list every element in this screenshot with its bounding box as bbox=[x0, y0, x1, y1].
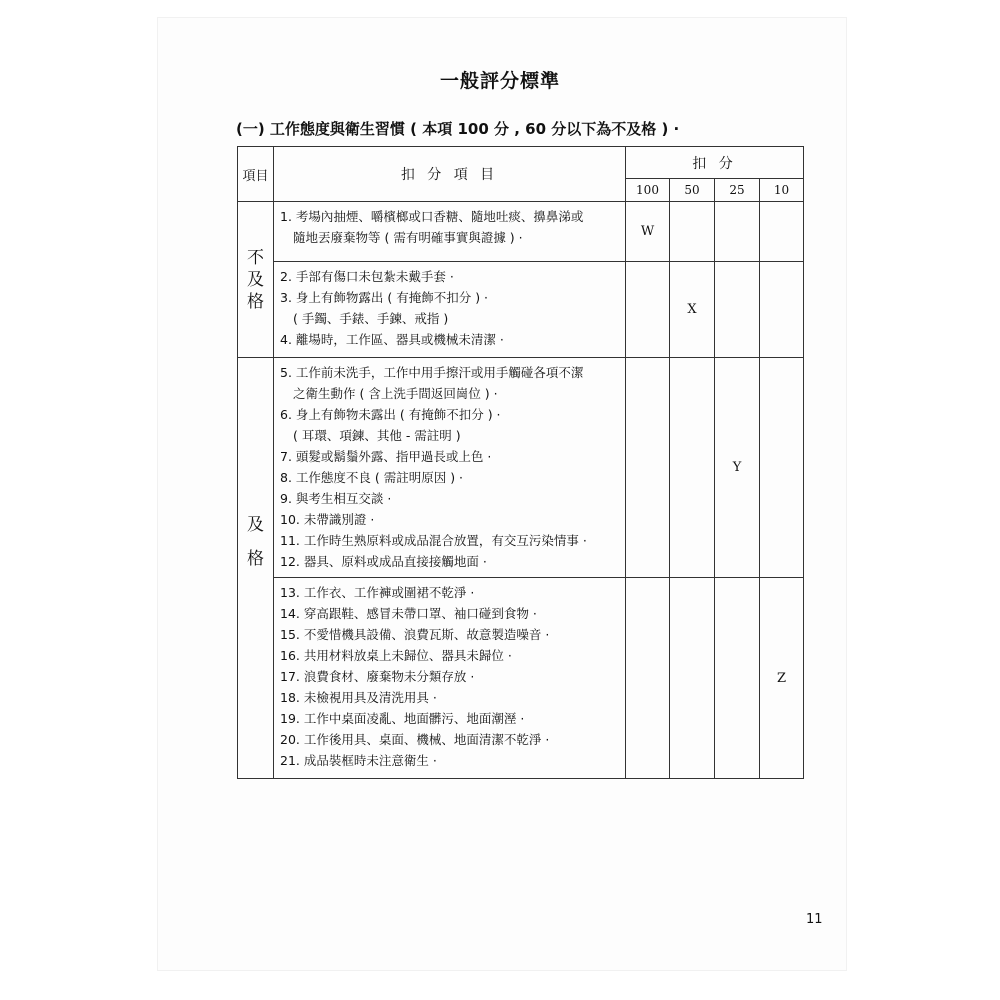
category-char: 及 bbox=[247, 269, 264, 290]
deduction-items-group-1 bbox=[274, 202, 626, 262]
category-char: 格 bbox=[247, 549, 264, 569]
mark-cell bbox=[760, 262, 804, 358]
header-points-25: 25 bbox=[715, 179, 760, 202]
item-line: 12. 器具、原料或成品直接接觸地面 · bbox=[280, 554, 487, 569]
table-row bbox=[238, 202, 804, 262]
header-points-50: 50 bbox=[670, 179, 715, 202]
item-line: 13. 工作衣、工作褲或圍裙不乾淨 · bbox=[280, 585, 475, 600]
category-pass bbox=[238, 358, 274, 779]
scoring-table bbox=[237, 146, 804, 779]
mark-cell: W bbox=[626, 202, 670, 262]
table-row bbox=[238, 262, 804, 358]
item-line: 之衛生動作 ( 含上洗手間返回崗位 ) · bbox=[293, 386, 498, 401]
mark-cell bbox=[626, 262, 670, 358]
mark-cell bbox=[626, 578, 670, 779]
mark-cell: Z bbox=[760, 578, 804, 779]
item-line: 10. 未帶識別證 · bbox=[280, 512, 375, 527]
item-line: 20. 工作後用具、桌面、機械、地面清潔不乾淨 · bbox=[280, 732, 550, 747]
header-points-10: 10 bbox=[760, 179, 804, 202]
category-char: 及 bbox=[247, 515, 264, 535]
table-row bbox=[238, 578, 804, 779]
deduction-items-group-3 bbox=[274, 358, 626, 578]
header-deduction: 扣 分 bbox=[626, 147, 804, 179]
item-line: 17. 浪費食材、廢棄物未分類存放 · bbox=[280, 669, 475, 684]
mark-cell: X bbox=[670, 262, 715, 358]
item-line: 11. 工作時生熟原料或成品混合放置，有交互污染情事 · bbox=[280, 533, 587, 548]
item-line: 15. 不愛惜機具設備、浪費瓦斯、故意製造噪音 · bbox=[280, 627, 550, 642]
deduction-items-group-4 bbox=[274, 578, 626, 779]
mark-cell bbox=[715, 262, 760, 358]
item-line: 9. 與考生相互交談 · bbox=[280, 491, 392, 506]
item-line: 19. 工作中桌面凌亂、地面髒污、地面潮溼 · bbox=[280, 711, 525, 726]
mark-cell bbox=[760, 202, 804, 262]
item-line: 6. 身上有飾物未露出 ( 有掩飾不扣分 ) · bbox=[280, 407, 501, 422]
item-line: 2. 手部有傷口未包紮未戴手套 · bbox=[280, 269, 454, 284]
category-fail bbox=[238, 202, 274, 358]
table-row bbox=[238, 358, 804, 578]
item-line: 4. 離場時，工作區、器具或機械未清潔 · bbox=[280, 332, 504, 347]
item-line: 5. 工作前未洗手，工作中用手擦汗或用手觸碰各項不潔 bbox=[280, 365, 584, 380]
item-line: 7. 頭髮或鬍鬚外露、指甲過長或上色 · bbox=[280, 449, 492, 464]
item-line: 14. 穿高跟鞋、感冒未帶口罩、袖口碰到食物 · bbox=[280, 606, 537, 621]
page-number: 11 bbox=[806, 912, 823, 927]
deduction-items-group-2 bbox=[274, 262, 626, 358]
item-line: 18. 未檢視用具及清洗用具 · bbox=[280, 690, 437, 705]
mark-cell bbox=[670, 202, 715, 262]
header-deduction-items: 扣 分 項 目 bbox=[274, 147, 626, 202]
mark-cell bbox=[626, 358, 670, 578]
page-title: 一般評分標準 bbox=[439, 70, 560, 92]
item-line: 1. 考場內抽煙、嚼檳榔或口香糖、隨地吐痰、擤鼻涕或 bbox=[280, 209, 584, 224]
item-line: ( 耳環、項鍊、其他 - 需註明 ) bbox=[293, 428, 461, 443]
item-line: 隨地丟廢棄物等 ( 需有明確事實與證據 ) · bbox=[293, 230, 523, 245]
item-line: ( 手鐲、手錶、手鍊、戒指 ) bbox=[293, 311, 449, 326]
mark-cell bbox=[670, 358, 715, 578]
category-char: 格 bbox=[247, 291, 264, 312]
item-line: 21. 成品裝框時未注意衛生 · bbox=[280, 753, 437, 768]
item-line: 8. 工作態度不良 ( 需註明原因 ) · bbox=[280, 470, 464, 485]
mark-cell bbox=[760, 358, 804, 578]
item-line: 3. 身上有飾物露出 ( 有掩飾不扣分 ) · bbox=[280, 290, 489, 305]
header-item-col: 項目 bbox=[238, 147, 274, 202]
mark-cell bbox=[715, 578, 760, 779]
category-char: 不 bbox=[247, 247, 264, 268]
header-points-100: 100 bbox=[626, 179, 670, 202]
section-subtitle: (一) 工作態度與衛生習慣 ( 本項 100 分 , 60 分以下為不及格 ) · bbox=[236, 120, 680, 138]
item-line: 16. 共用材料放桌上未歸位、器具未歸位 · bbox=[280, 648, 512, 663]
mark-cell bbox=[670, 578, 715, 779]
mark-cell bbox=[715, 202, 760, 262]
mark-cell: Y bbox=[715, 358, 760, 578]
